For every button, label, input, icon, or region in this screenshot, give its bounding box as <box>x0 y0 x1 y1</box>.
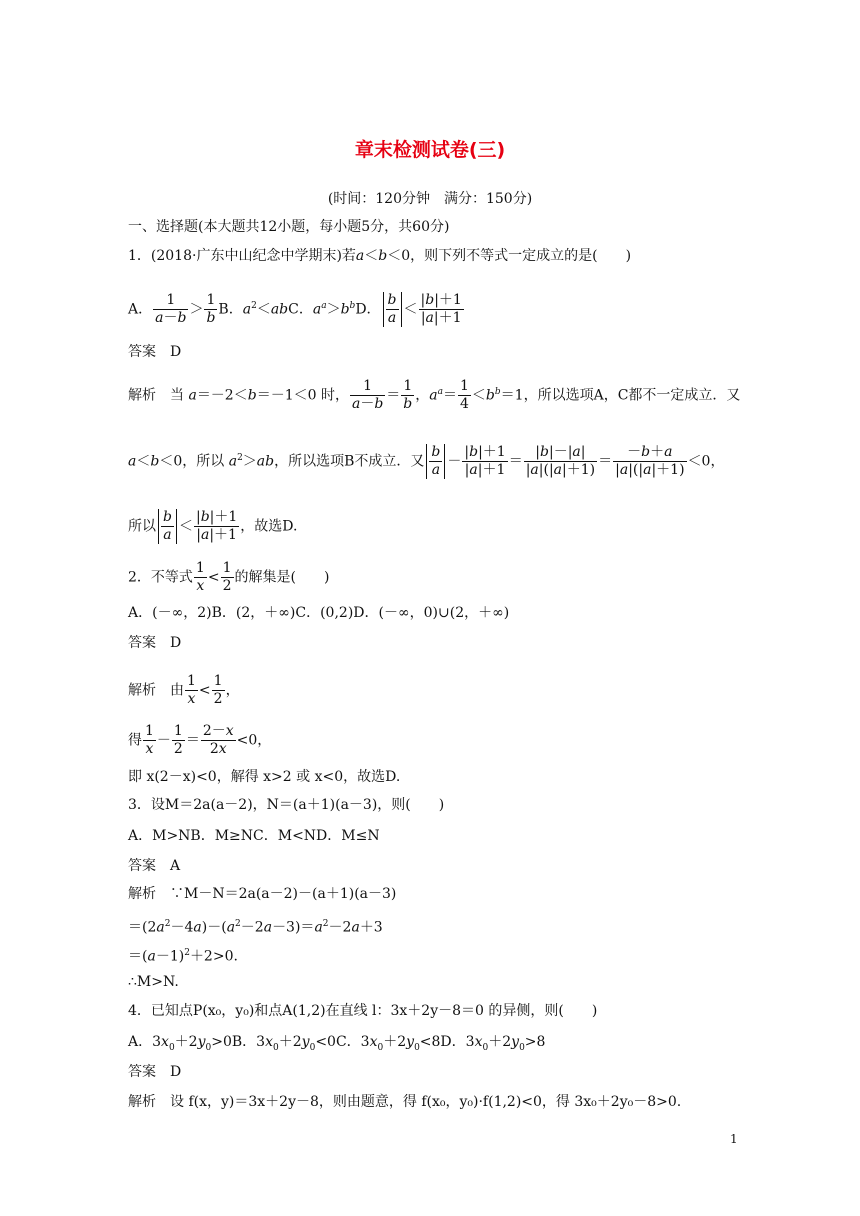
q1-analysis-line3: 所以 $\frac{b}{a}$ ＜ $\frac{|b|+1}{|a|+1}$ ，故选D. <box>128 509 298 543</box>
q4-analysis: 解析 设 f(x，y)＝3x＋2y－8，则由题意，得 f(x₀，y₀)·f(1,2)<0，得 3x₀＋2y₀－8>0. <box>128 1094 682 1110</box>
q1-analysis-line1: 解析 当 a＝－2＜b＝－1＜0 时， $\frac{1}{a-b}$ ＝ $\frac{1}{b}$ ，$a^a=$ $\frac{1}{4}$ $<b^b=1$，所以选项A，C都不一定成立．又 <box>128 378 741 412</box>
q1-analysis-line2: a＜b＜0，所以 $a^2>ab$，所以选项B不成立．又 $\frac{b}{a}$ － $\frac{|b|+1}{|a|+1}$ ＝ $\frac{|b|-|a|}{|a|(|a|+1)}$ ＝ $\frac{-b+a}{|a|(|a|+1)}$ ＜0， <box>128 444 725 478</box>
q1-options: A． $\frac{1}{a-b}$ ＞ $\frac{1}{b}$ B．$a^2<abC$．$a^a>b^bD$． $\frac{b}{a}$ ＜ $\frac{|b|+1}{|a|+1}$ <box>128 292 462 326</box>
q3-analysis-line3: $=(a-1)^2+2>0$. <box>128 948 238 965</box>
q1-stem: 1．(2018·广东中山纪念中学期末)若a＜b＜0，则下列不等式一定成立的是( ) <box>128 248 632 264</box>
q4-options: A．$3x_0+2y_0>0B$．$3x_0+2y_0<0C$．$3x_0+2y_0<8D$．$3x_0+2y_0>8$ <box>128 1034 546 1053</box>
page-title: 章末检测试卷(三) <box>354 139 506 161</box>
q2-analysis-line1: 解析 由 $\frac{1}{x}$ < $\frac{1}{2}$ ， <box>128 673 240 707</box>
q2-stem: 2．不等式 $\frac{1}{x}$ < $\frac{1}{2}$ 的解集是( ) <box>128 560 330 594</box>
q2-answer: 答案 D <box>128 635 182 651</box>
q2-analysis-line2: 得 $\frac{1}{x}$ － $\frac{1}{2}$ ＝ $\frac{2-x}{2x}$ <0， <box>128 723 272 757</box>
page-number: 1 <box>730 1132 738 1146</box>
q1-answer: 答案 D <box>128 344 182 360</box>
q4-stem: 4．已知点P(x₀，y₀)和点A(1,2)在直线 l：3x＋2y－8＝0 的异侧，则( ) <box>128 1003 598 1019</box>
section-heading: 一、选择题(本大题共12小题，每小题5分，共60分) <box>128 219 450 235</box>
q3-options: A．M>NB．M≥NC．M<ND．M≤N <box>128 828 380 844</box>
q2-analysis-line3: 即 x(2－x)<0，解得 x>2 或 x<0，故选D. <box>128 769 401 785</box>
q4-answer: 答案 D <box>128 1064 182 1080</box>
q3-analysis-line1: 解析 ∵M－N＝2a(a－2)－(a＋1)(a－3) <box>128 886 397 902</box>
q2-options: A．(－∞，2)B．(2，＋∞)C．(0,2)D．(－∞，0)∪(2，＋∞) <box>128 605 510 621</box>
q3-analysis-line4: ∴M>N. <box>128 974 179 990</box>
exam-info: (时间：120分钟 满分：150分) <box>327 191 533 207</box>
q3-answer: 答案 A <box>128 858 181 874</box>
q3-stem: 3．设M＝2a(a－2)，N＝(a＋1)(a－3)，则( ) <box>128 797 445 813</box>
q3-analysis-line2: $=(2a^2-4a)-(a^2-2a-3)=a^2-2a+3$ <box>128 919 383 936</box>
